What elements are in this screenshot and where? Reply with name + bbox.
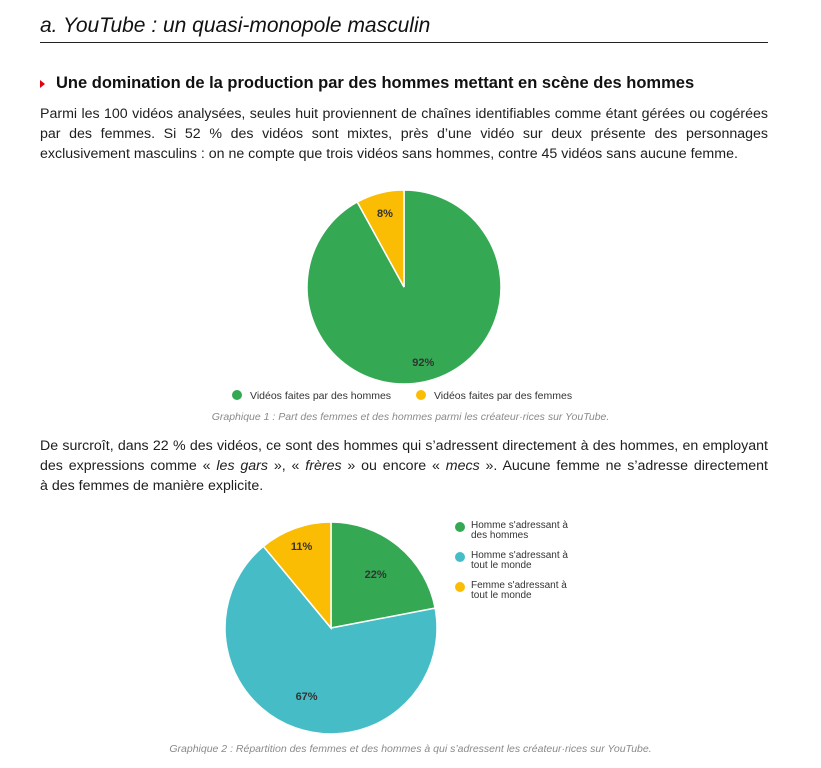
legend-item-women-to-all xyxy=(455,581,568,601)
pie-slice-label: 22% xyxy=(364,569,387,582)
legend-label: Homme s'adressant à xyxy=(471,550,568,561)
paragraph-1-line: Parmi les 100 vidéos analysées, seules huit proviennent de chaînes identifiables comme étant gérées ou cogérées xyxy=(40,106,768,122)
paragraph-1-line: par des femmes. Si 52 % des vidéos sont mixtes, près d’une vidéo sur deux présente des personnages xyxy=(40,126,768,142)
legend-label: Vidéos faites par des femmes xyxy=(433,390,573,402)
legend-item-men-to-men xyxy=(455,521,568,541)
paragraph-2-line: à des femmes de manière explicite. xyxy=(40,478,264,494)
text-run: ». Aucune femme ne s’adresse directement xyxy=(479,458,768,474)
pie-slice-label: 67% xyxy=(295,690,318,703)
text-run: » ou encore « xyxy=(341,458,446,474)
text-run: des expressions comme « xyxy=(40,458,217,474)
text-run-italic: mecs xyxy=(445,458,480,474)
legend-swatch-yellow xyxy=(455,582,465,592)
legend-label: Homme s'adressant à xyxy=(471,520,568,531)
chart2-caption: Graphique 2 : Répartition des femmes et des hommes à qui s’adressent les créateur·rices sur YouTube. xyxy=(169,743,652,755)
legend-label: tout le monde xyxy=(471,560,532,571)
legend-item-men-to-all xyxy=(455,551,568,571)
legend-label: tout le monde xyxy=(471,590,532,601)
section-title: a. YouTube : un quasi-monopole masculin xyxy=(40,14,431,37)
text-run-italic: les gars xyxy=(216,458,268,474)
paragraph-2-line: De surcroît, dans 22 % des vidéos, ce sont des hommes qui s’adressent directement à des hommes, en employant xyxy=(40,438,768,454)
chart2-legend xyxy=(455,521,568,611)
legend-label: Femme s'adressant à xyxy=(471,580,567,591)
legend-label: Vidéos faites par des hommes xyxy=(250,390,392,402)
chart1-caption: Graphique 1 : Part des femmes et des hommes parmi les créateur·rices sur YouTube. xyxy=(211,411,610,423)
pie-slice-label: 8% xyxy=(376,207,393,220)
legend-label: des hommes xyxy=(471,530,529,541)
text-run-italic: frères xyxy=(305,458,342,474)
pie-slice-label: 92% xyxy=(412,357,435,370)
legend-swatch-green xyxy=(455,522,465,532)
paragraph-1-line: exclusivement masculins : on ne compte que trois vidéos sans hommes, contre 45 vidéos sans aucune femme. xyxy=(40,146,738,162)
legend-swatch-teal xyxy=(455,552,465,562)
text-run: », « xyxy=(268,458,306,474)
pie-slice-label: 11% xyxy=(290,541,313,554)
subheading: Une domination de la production par des hommes mettant en scène des hommes xyxy=(56,74,695,92)
